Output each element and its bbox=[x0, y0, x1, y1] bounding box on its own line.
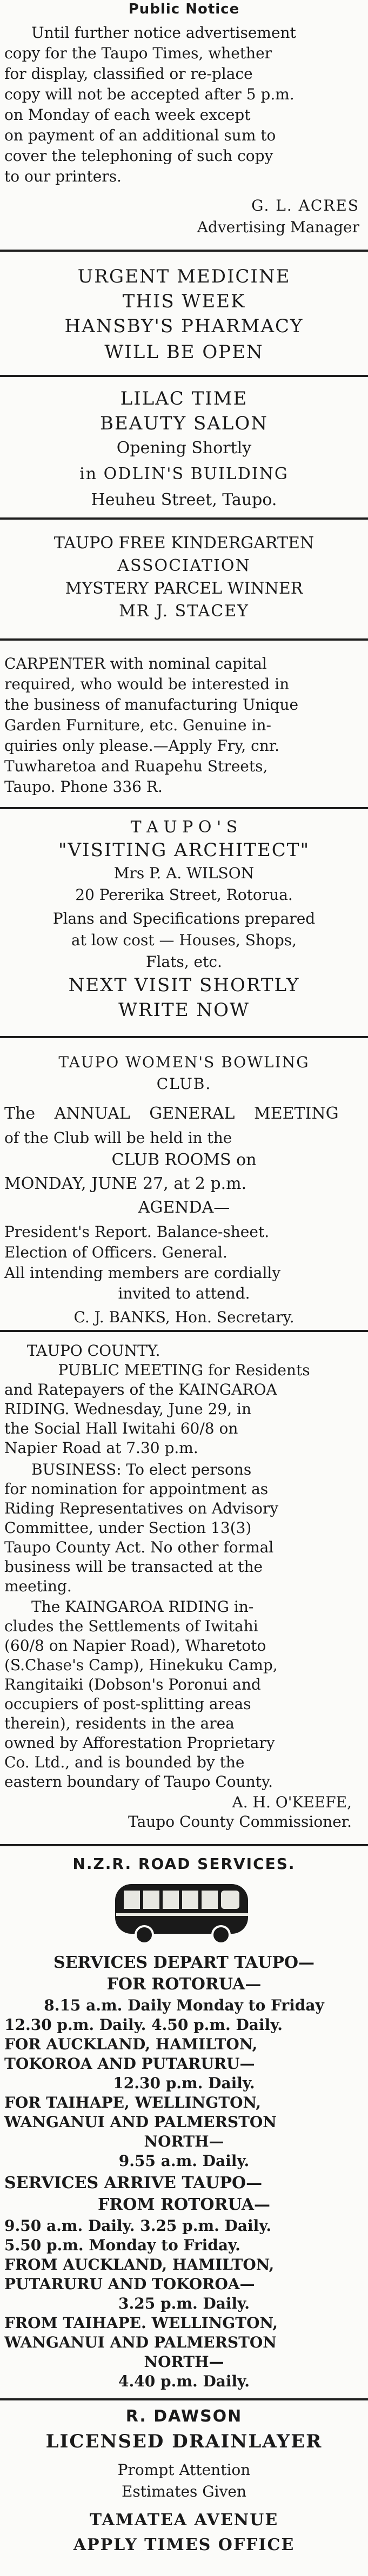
ad-line: 4.40 p.m. Daily. bbox=[118, 2372, 250, 2390]
ad-line: Garden Furniture, etc. Genuine in- bbox=[4, 716, 271, 734]
ad-line: TAMATEA AVENUE bbox=[89, 2511, 279, 2530]
column-rule bbox=[0, 1036, 368, 1038]
ad-line: Co. Ltd., and is bounded by the bbox=[4, 1753, 245, 1771]
column-rule bbox=[0, 517, 368, 520]
ad-line: C. J. BANKS, Hon. Secretary. bbox=[73, 1308, 295, 1326]
county-ad bbox=[0, 1333, 368, 1884]
ad-line: MONDAY, JUNE 27, at 2 p.m. bbox=[4, 1174, 247, 1193]
ad-line: in ODLIN'S BUILDING bbox=[79, 465, 289, 483]
ad-line: NORTH— bbox=[144, 2133, 224, 2150]
ad-line: meeting. bbox=[4, 1577, 72, 1595]
ad-line: CLUB. bbox=[156, 1075, 212, 1093]
ad-line: at low cost — Houses, Shops, bbox=[71, 931, 297, 949]
ad-line: RIDING. Wednesday, June 29, in bbox=[4, 1400, 251, 1418]
column-rule bbox=[0, 250, 368, 252]
ad-line: Rangitaiki (Dobson's Poronui and bbox=[4, 1676, 261, 1693]
ad-line: WRITE NOW bbox=[118, 999, 250, 1021]
ad-line: Estimates Given bbox=[121, 2483, 247, 2500]
ad-line: Prompt Attention bbox=[117, 2461, 251, 2479]
ad-line: NORTH— bbox=[144, 2353, 224, 2371]
ad-line: 12.30 p.m. Daily. bbox=[113, 2074, 255, 2092]
ad-line: Plans and Specifications prepared bbox=[52, 910, 316, 927]
ad-line: business will be transacted at the bbox=[4, 1558, 263, 1576]
column-rule bbox=[0, 1330, 368, 1332]
ad-line: HANSBY'S PHARMACY bbox=[64, 315, 304, 337]
ad-line: 5.50 p.m. Monday to Friday. bbox=[4, 2236, 240, 2254]
column-rule bbox=[0, 2398, 368, 2400]
ad-line: BUSINESS: To elect persons bbox=[31, 1461, 252, 1478]
architect-ad bbox=[0, 810, 368, 1048]
ad-line: 9.50 a.m. Daily. 3.25 p.m. Daily. bbox=[4, 2217, 272, 2235]
ad-line: T A U P O ' S bbox=[130, 818, 238, 837]
ad-line: R. DAWSON bbox=[125, 2407, 243, 2426]
ad-line: therein), residents in the area bbox=[4, 1714, 235, 1732]
ad-line: TAUPO FREE KINDERGARTEN bbox=[53, 534, 315, 553]
ad-line: Taupo. Phone 336 R. bbox=[4, 778, 163, 796]
ad-line: (60/8 on Napier Road), Wharetoto bbox=[4, 1637, 266, 1654]
ad-line: Taupo County Commissioner. bbox=[128, 1813, 352, 1831]
notice-line: on payment of an additional sum to bbox=[4, 126, 276, 144]
ad-line: CARPENTER with nominal capital bbox=[4, 655, 267, 672]
ad-line: cludes the Settlements of Iwitahi bbox=[4, 1617, 258, 1635]
ad-line: MYSTERY PARCEL WINNER bbox=[65, 579, 303, 598]
column-rule bbox=[0, 638, 368, 641]
ad-line: The ANNUAL GENERAL MEETING bbox=[4, 1104, 339, 1123]
ad-line: FOR TAIHAPE, WELLINGTON, bbox=[4, 2094, 262, 2111]
column-rule bbox=[0, 375, 368, 377]
ad-line: required, who would be interested in bbox=[4, 675, 290, 693]
ad-line: Taupo County Act. No other formal bbox=[4, 1538, 274, 1556]
ad-line: Opening Shortly bbox=[116, 439, 252, 458]
ad-line: The KAINGAROA RIDING in- bbox=[31, 1598, 254, 1616]
carpenter-ad bbox=[0, 643, 368, 805]
ad-line: of the Club will be held in the bbox=[4, 1129, 232, 1147]
nzr-title: N.Z.R. ROAD SERVICES. bbox=[72, 1855, 296, 1873]
ad-line: Committee, under Section 13(3) bbox=[4, 1519, 252, 1537]
ad-line: eastern boundary of Taupo County. bbox=[4, 1773, 273, 1791]
ad-line: URGENT MEDICINE bbox=[77, 266, 291, 287]
notice-line: on Monday of each week except bbox=[4, 106, 251, 124]
ad-line: APPLY TIMES OFFICE bbox=[73, 2535, 295, 2554]
ad-line: PUTARURU AND TOKOROA— bbox=[4, 2275, 255, 2293]
notice-signer: G. L. ACRES bbox=[251, 197, 359, 214]
public-notice-ad bbox=[0, 0, 368, 279]
ad-line: TAUPO WOMEN'S BOWLING bbox=[58, 1053, 310, 1071]
ad-line: (S.Chase's Camp), Hinekuku Camp, bbox=[4, 1656, 278, 1674]
ad-line: WANGANUI AND PALMERSTON bbox=[4, 2333, 277, 2351]
ad-line: NEXT VISIT SHORTLY bbox=[68, 974, 300, 996]
ad-line: occupiers of post-splitting areas bbox=[4, 1695, 251, 1713]
ad-line: owned by Afforestation Proprietary bbox=[4, 1734, 275, 1752]
dawson-ad bbox=[0, 2402, 368, 2576]
ad-line: Mrs P. A. WILSON bbox=[113, 864, 255, 882]
ad-line: Tuwharetoa and Ruapehu Streets, bbox=[4, 757, 268, 775]
ad-line: SERVICES ARRIVE TAUPO— bbox=[4, 2174, 263, 2192]
ad-line: President's Report. Balance-sheet. bbox=[4, 1223, 270, 1241]
ad-line: FROM TAIHAPE. WELLINGTON, bbox=[4, 2314, 278, 2332]
notice-line: copy for the Taupo Times, whether bbox=[4, 44, 272, 62]
ad-line: SERVICES DEPART TAUPO— bbox=[53, 1953, 315, 1972]
ad-line: Heuheu Street, Taupo. bbox=[91, 490, 277, 509]
ad-line: 20 Pererika Street, Rotorua. bbox=[75, 886, 293, 904]
ad-line: FOR ROTORUA— bbox=[106, 1975, 262, 1994]
notice-signer-title: Advertising Manager bbox=[197, 218, 359, 236]
ad-line: THIS WEEK bbox=[122, 291, 246, 312]
column-rule bbox=[0, 807, 368, 809]
ad-line: LILAC TIME bbox=[120, 388, 248, 409]
ad-line: All intending members are cordially bbox=[4, 1264, 281, 1282]
ad-line: for nomination for appointment as bbox=[4, 1480, 269, 1498]
ad-line: FROM ROTORUA— bbox=[98, 2195, 270, 2214]
ad-line: 12.30 p.m. Daily. 4.50 p.m. Daily. bbox=[4, 2016, 283, 2034]
nzr-road-services-ad bbox=[0, 1847, 368, 2390]
bus-icon bbox=[111, 1879, 252, 1947]
ad-line: the business of manufacturing Unique bbox=[4, 696, 299, 714]
ad-line: the Social Hall Iwitahi 60/8 on bbox=[4, 1420, 238, 1437]
ad-line: 9.55 a.m. Daily. bbox=[118, 2152, 250, 2170]
notice-line: for display, classified or re-place bbox=[4, 65, 253, 83]
bowling-ad bbox=[0, 1039, 368, 1326]
urgent-medicine-ad bbox=[0, 254, 368, 363]
ad-line: A. H. O'KEEFE, bbox=[232, 1793, 352, 1811]
ad-line: Flats, etc. bbox=[146, 953, 222, 971]
ad-line: BEAUTY SALON bbox=[100, 413, 268, 434]
notice-line: Until further notice advertisement bbox=[31, 24, 296, 42]
ad-line: Election of Officers. General. bbox=[4, 1243, 228, 1261]
kindergarten-ad bbox=[0, 521, 368, 629]
ad-line: AGENDA— bbox=[138, 1198, 230, 1217]
public-notice-title: Public Notice bbox=[128, 1, 240, 17]
notice-line: copy will not be accepted after 5 p.m. bbox=[4, 85, 295, 103]
notice-line: cover the telephoning of such copy bbox=[4, 147, 273, 165]
ad-line: Riding Representatives on Advisory bbox=[4, 1499, 279, 1517]
lilac-time-ad bbox=[0, 378, 368, 535]
ad-line: TAUPO COUNTY. bbox=[27, 1342, 160, 1360]
ad-line: WANGANUI AND PALMERSTON bbox=[4, 2113, 277, 2131]
ad-line: 3.25 p.m. Daily. bbox=[118, 2295, 250, 2312]
ad-line: FOR AUCKLAND, HAMILTON, bbox=[4, 2035, 258, 2053]
ad-line: FROM AUCKLAND, HAMILTON, bbox=[4, 2256, 275, 2274]
ad-line: WILL BE OPEN bbox=[104, 341, 264, 363]
ad-line: invited to attend. bbox=[118, 1284, 250, 1302]
ad-line: MR J. STACEY bbox=[119, 602, 249, 621]
ad-line: PUBLIC MEETING for Residents bbox=[58, 1361, 310, 1379]
ad-line: CLUB ROOMS on bbox=[111, 1151, 257, 1169]
ad-line: LICENSED DRAINLAYER bbox=[45, 2431, 323, 2452]
ad-line: quiries only please.—Apply Fry, cnr. bbox=[4, 737, 280, 755]
ad-line: and Ratepayers of the KAINGAROA bbox=[4, 1381, 277, 1398]
ad-line: Napier Road at 7.30 p.m. bbox=[4, 1439, 198, 1457]
column-rule bbox=[0, 1844, 368, 1846]
ad-line: TOKOROA AND PUTARURU— bbox=[4, 2055, 255, 2073]
ad-line: "VISITING ARCHITECT" bbox=[58, 839, 310, 861]
ad-line: 8.15 a.m. Daily Monday to Friday bbox=[44, 1996, 324, 2014]
notice-line: to our printers. bbox=[4, 167, 122, 185]
ad-line: ASSOCIATION bbox=[117, 556, 251, 575]
